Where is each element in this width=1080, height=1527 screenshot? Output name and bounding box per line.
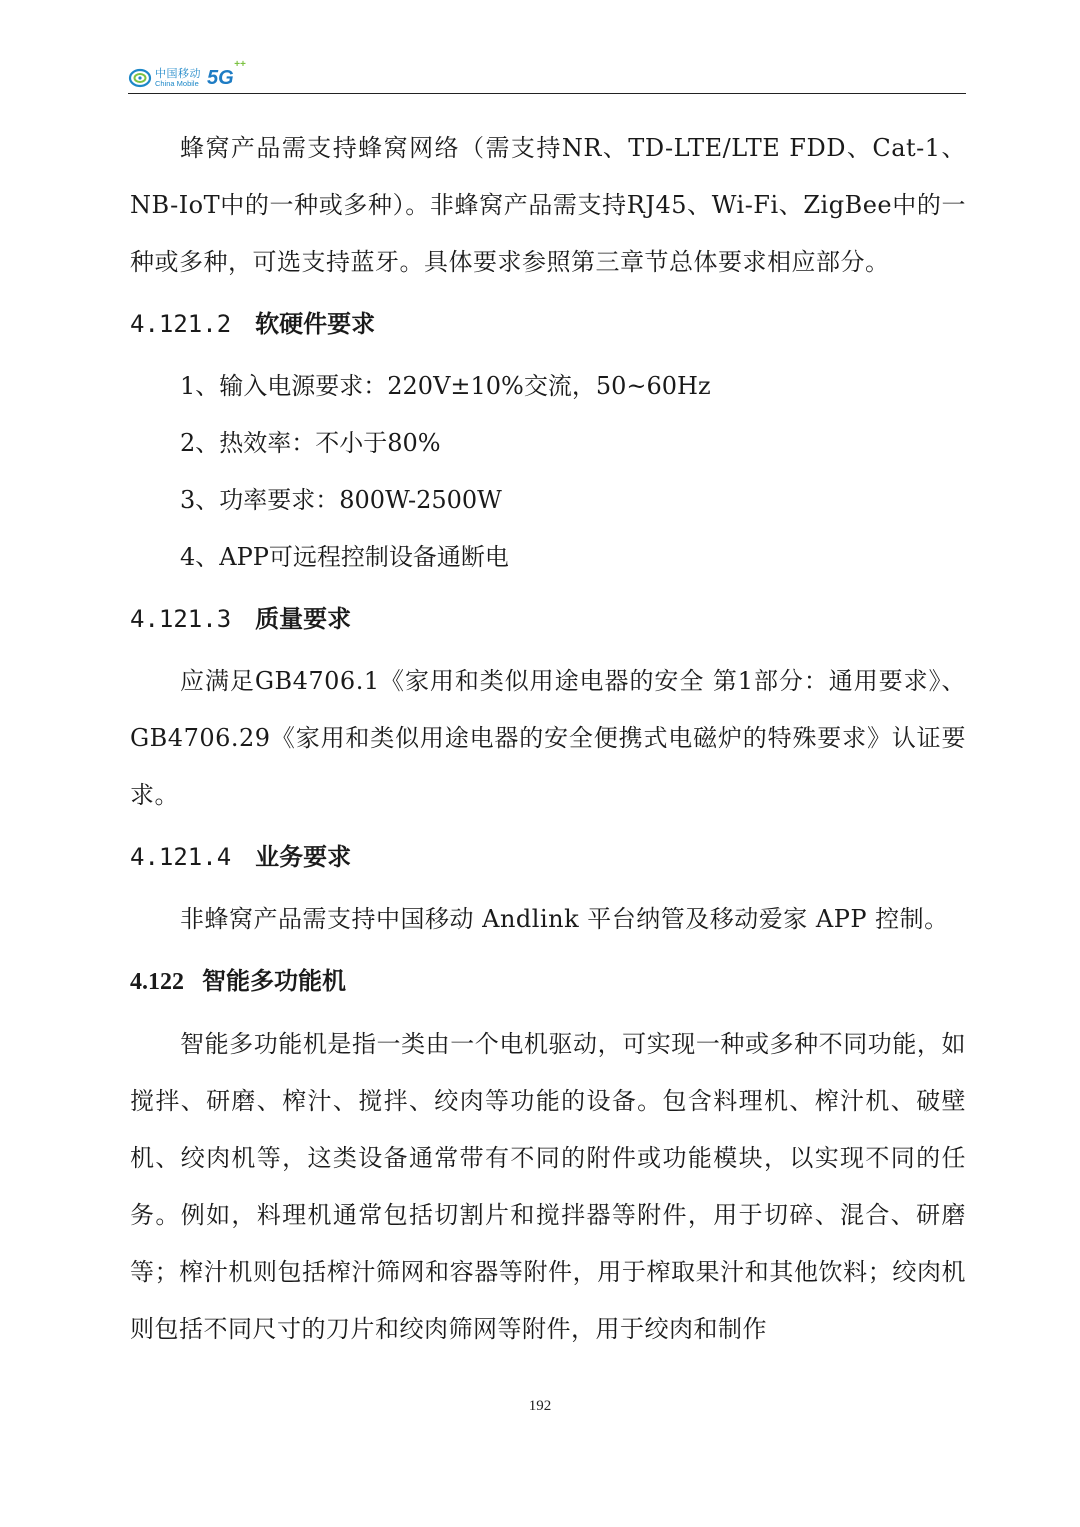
section-number: 4.121.4 — [130, 843, 232, 871]
list-item: 1、输入电源要求：220V±10%交流，50~60Hz — [180, 372, 711, 400]
china-mobile-swirl-icon — [128, 67, 152, 89]
heading-4-121-2 — [130, 291, 966, 358]
section-number: 4.121.3 — [130, 605, 232, 633]
page-number: 192 — [528, 1398, 552, 1414]
multifunction-paragraph: 智能多功能机是指一类由一个电机驱动，可实现一种或多种不同功能，如搅拌、研磨、榨汁、搅拌、绞肉等功能的设备。包含料理机、榨汁机、破壁机、绞肉机等，这类设备通常带有不同的附件或功能模块，以实现不同的任务。例如，料理机通常包括切割片和搅拌器等附件，用于切碎、混合、研磨等；榨汁机则包括榨汁筛网和容器等附件，用于榨取果汁和其他饮料；绞肉机则包括不同尺寸的刀片和绞肉筛网等附件，用于绞肉和制作 — [130, 1030, 966, 1343]
section-title: 质量要求 — [255, 605, 352, 633]
china-mobile-logo — [128, 58, 246, 94]
logo-5g-plus: ++ — [234, 58, 246, 70]
logo-text — [155, 68, 201, 88]
business-paragraph: 非蜂窝产品需支持中国移动 Andlink 平台纳管及移动爱家 APP 控制。 — [180, 905, 949, 933]
section-title: 业务要求 — [255, 843, 352, 871]
section-number: 4.121.2 — [130, 310, 232, 338]
section-number: 4.122 — [130, 969, 184, 995]
section-title: 软硬件要求 — [255, 310, 376, 338]
section-title: 智能多功能机 — [202, 967, 346, 995]
intro-paragraph: 蜂窝产品需支持蜂窝网络（需支持NR、TD-LTE/LTE FDD、Cat-1、NB-IoT中的一种或多种）。非蜂窝产品需支持RJ45、Wi-Fi、ZigBee中的一种或多种，可选支持蓝牙。具体要求参照第三章节总体要求相应部分。 — [130, 134, 966, 276]
list-item: 4、APP可远程控制设备通断电 — [180, 543, 509, 571]
logo-5g-mark — [207, 58, 246, 90]
page-header — [128, 58, 966, 96]
list-item: 3、功率要求：800W-2500W — [180, 486, 502, 514]
document-body — [130, 120, 966, 1358]
heading-4-121-4 — [130, 824, 966, 891]
quality-paragraph: 应满足GB4706.1《家用和类似用途电器的安全 第1部分：通用要求》、GB4706.29《家用和类似用途电器的安全便携式电磁炉的特殊要求》认证要求。 — [130, 667, 966, 809]
logo-en-text: China Mobile — [155, 79, 199, 89]
heading-4-121-3 — [130, 586, 966, 653]
logo-5g-text: 5G — [207, 66, 234, 89]
header-divider — [128, 93, 966, 94]
list-item: 2、热效率：不小于80% — [180, 429, 441, 457]
logo-cn-text: 中国移动 — [155, 67, 201, 81]
heading-4-122 — [130, 948, 966, 1016]
